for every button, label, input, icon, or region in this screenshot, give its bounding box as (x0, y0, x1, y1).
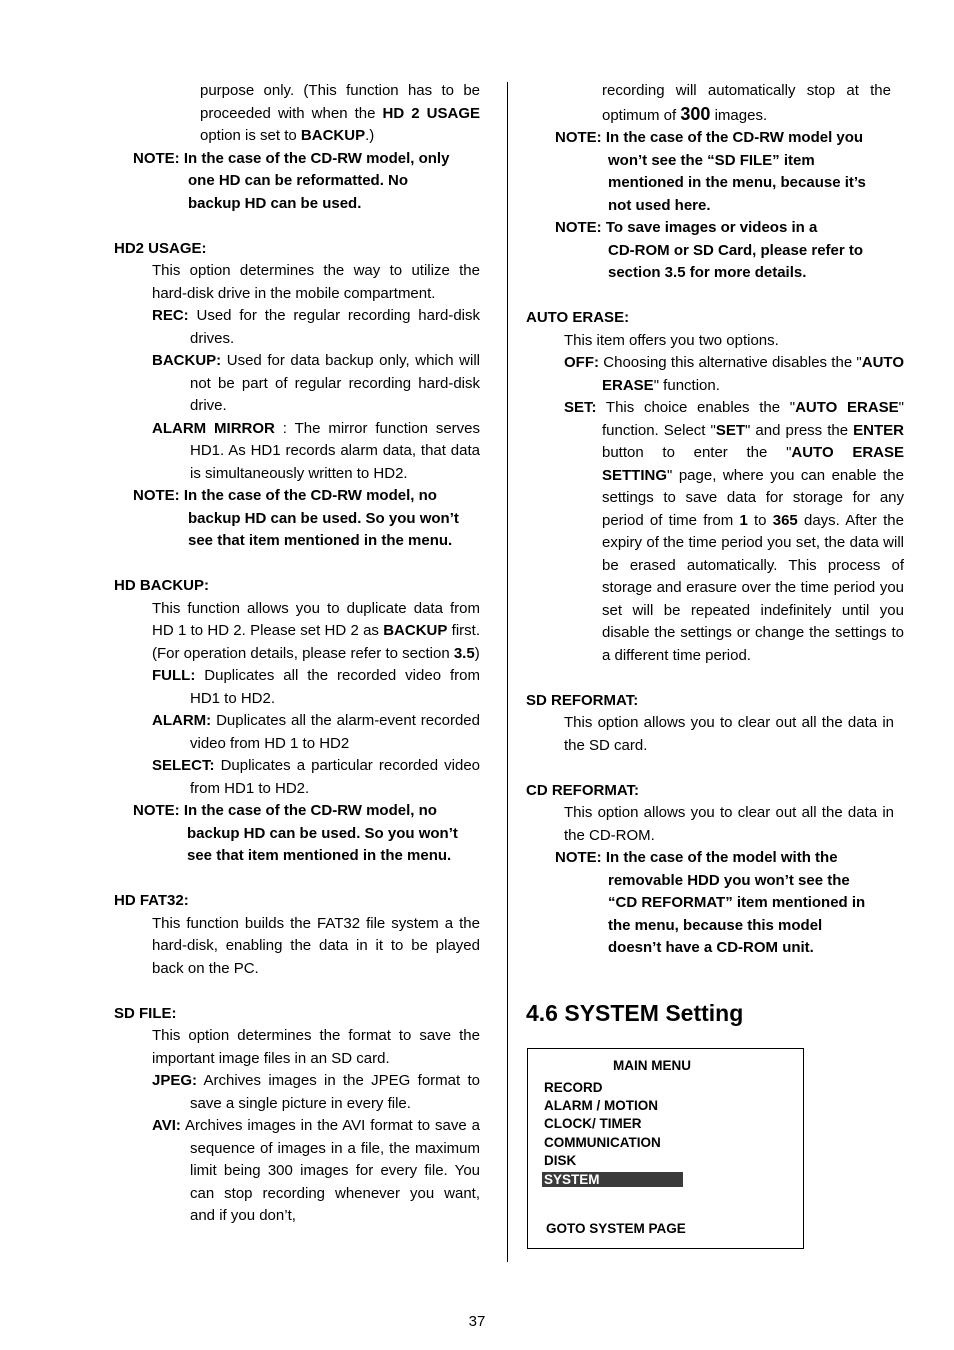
menu-item-alarm-motion[interactable]: ALARM / MOTION (544, 1098, 658, 1113)
cd-reformat-desc: This option allows you to clear out all the data in the CD-ROM. (564, 804, 894, 844)
heading-sd-file: SD FILE: (114, 1004, 177, 1022)
continuation-paragraph: purpose only. (This function has to be proceeded with when the HD 2 USAGE option is set to BACKUP.) (200, 82, 481, 144)
column-divider (507, 82, 508, 1262)
note-save-images: NOTE: To save images or videos in a CD-ROM or SD Card, please refer to section 3.5 for more details. (555, 219, 864, 281)
heading-sd-reformat: SD REFORMAT: (526, 691, 639, 709)
hd2-backup-item: BACKUP: Used for data backup only, which will not be part of regular recording hard-disk drive. (152, 352, 480, 414)
page-number: 37 (468, 1313, 486, 1330)
menu-goto-system-page[interactable]: GOTO SYSTEM PAGE (546, 1221, 686, 1236)
section-title: 4.6 SYSTEM Setting (526, 1000, 744, 1026)
note-cd-reformat: NOTE: In the case of the model with the removable HDD you won’t see the “CD REFORMAT” item mentioned in the menu, because this model doesn’t have a CD-ROM unit. (555, 849, 866, 956)
note-hd-reformat: NOTE: In the case of the CD-RW model, only one HD can be reformatted. No backup HD can be used. (133, 149, 450, 212)
heading-cd-reformat: CD REFORMAT: (526, 781, 640, 799)
hd-backup-full-item: FULL: Duplicates all the recorded video from HD1 to HD2. (152, 667, 480, 707)
hd2-usage-desc: This option determines the way to utilize the hard-disk drive in the mobile compartment. (152, 262, 480, 302)
auto-erase-set-item: SET: This choice enables the "AUTO ERASE" function. Select "SET" and press the ENTER button to enter the "AUTO ERASE SETTING" page, where you can enable the settings to save data for storage for any period of time from 1 to 365 days. After the expiry of the time period you set, the data will be erased automatically. This process of storage and erasure over the time period you set will be repeated indefinitely until you disable the settings or change the settings to a different time period. (564, 399, 904, 664)
note-hd2-usage: NOTE: In the case of the CD-RW model, no backup HD can be used. So you won’t see that item mentioned in the menu. (133, 487, 459, 549)
heading-hd-fat32: HD FAT32: (114, 892, 189, 909)
hd-backup-desc: This function allows you to duplicate data from HD 1 to HD 2. Please set HD 2 as BACKUP first. (For operation details, please refer to section 3.5) (152, 599, 481, 662)
heading-auto-erase: AUTO ERASE: (526, 309, 630, 326)
heading-hd-backup: HD BACKUP: (114, 577, 209, 594)
hd-backup-select-item: SELECT: Duplicates a particular recorded video from HD1 to HD2. (152, 757, 480, 797)
menu-item-system-selected[interactable]: SYSTEM (542, 1172, 683, 1187)
menu-item-communication[interactable]: COMMUNICATION (544, 1135, 661, 1150)
hd2-rec-item: REC: Used for the regular recording hard-disk drives. (152, 307, 480, 347)
hd-backup-alarm-item: ALARM: Duplicates all the alarm-event recorded video from HD 1 to HD2 (152, 712, 480, 752)
auto-erase-desc: This item offers you two options. (564, 331, 779, 349)
sd-file-desc: This option determines the format to save the important image files in an SD card. (152, 1027, 480, 1067)
menu-item-disk[interactable]: DISK (544, 1153, 577, 1168)
sd-file-jpeg-item: JPEG: Archives images in the JPEG format to save a single picture in every file. (152, 1072, 480, 1112)
menu-title: MAIN MENU (613, 1058, 691, 1073)
right-column (526, 80, 904, 960)
note-sd-file: NOTE: In the case of the CD-RW model you won’t see the “SD FILE” item mentioned in the menu, because it’s not used here. (555, 129, 866, 214)
left-column (114, 80, 480, 1228)
continuation-paragraph-right: recording will automatically stop at the optimum of 300 images. (602, 82, 891, 124)
menu-item-record[interactable]: RECORD (544, 1080, 603, 1095)
hd2-alarm-mirror-item: ALARM MIRROR : The mirror function serves HD1. As HD1 records alarm data, that data is simultaneously written to HD2. (152, 419, 481, 482)
sd-reformat-desc: This option allows you to clear out all the data in the SD card. (564, 714, 894, 754)
main-menu-screenshot (527, 1048, 804, 1249)
auto-erase-off-item: OFF: Choosing this alternative disables the "AUTO ERASE" function. (564, 354, 904, 394)
note-hd-backup: NOTE: In the case of the CD-RW model, no backup HD can be used. So you won’t see that item mentioned in the menu. (133, 802, 458, 864)
heading-hd2-usage: HD2 USAGE: (114, 239, 207, 257)
menu-item-clock-timer[interactable]: CLOCK/ TIMER (544, 1116, 642, 1131)
hd-fat32-desc: This function builds the FAT32 file system a the hard-disk, enabling the data in it to be played back on the PC. (152, 914, 480, 977)
sd-file-avi-item: AVI: Archives images in the AVI format to save a sequence of images in a file, the maximum limit being 300 images for every file. You can stop recording whenever you want, and if you don’t, (152, 1117, 480, 1224)
